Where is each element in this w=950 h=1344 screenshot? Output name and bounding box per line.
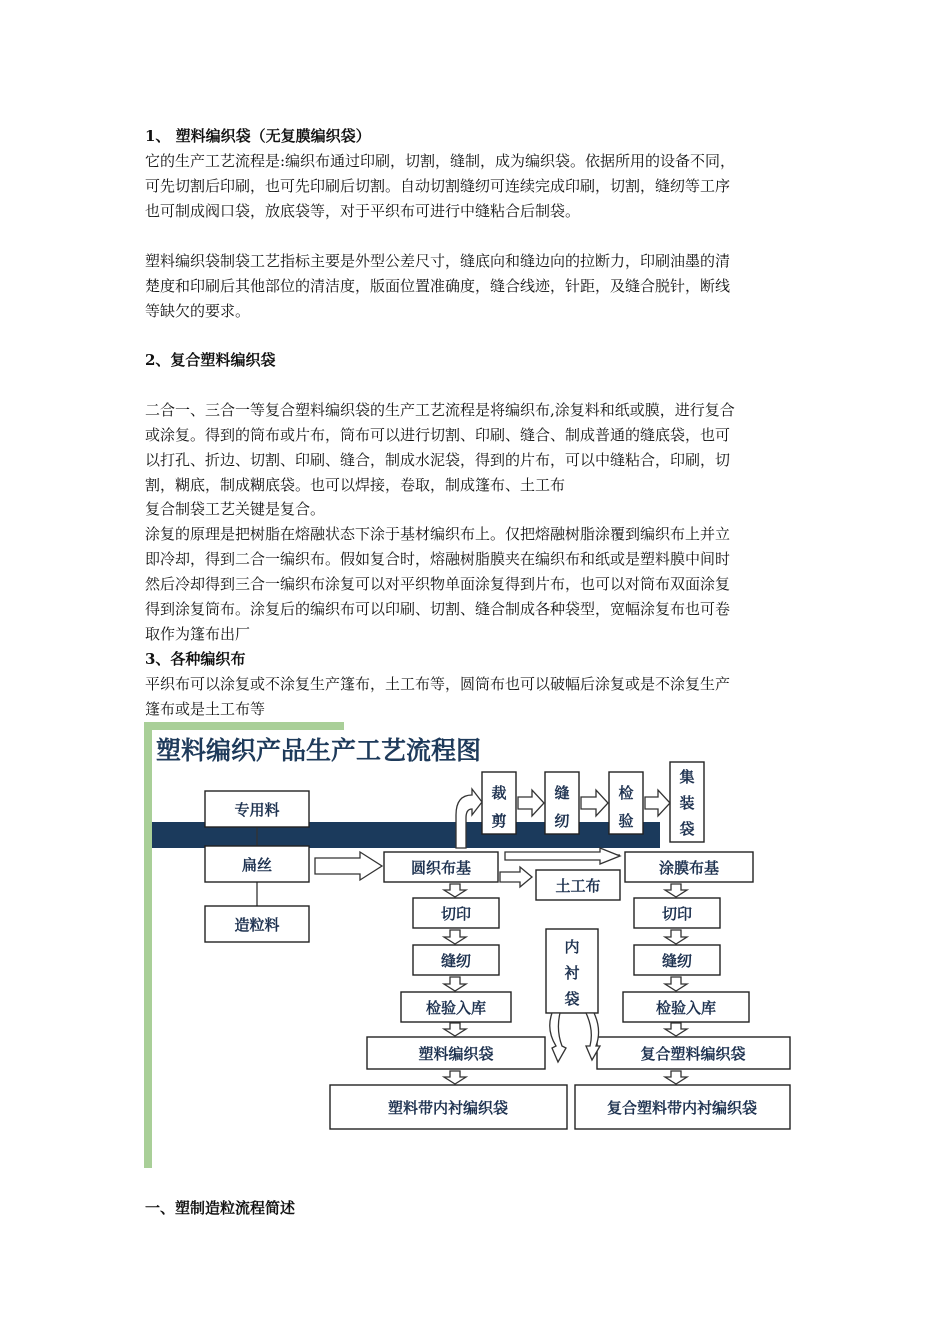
coated-cloth-label: 涂膜布基 (658, 859, 720, 877)
sewing-top-label: 缝 (554, 784, 570, 802)
cut-print-right-label: 切印 (661, 905, 693, 923)
section1-para2-line: 楚度和印刷后其他部位的清洁度，版面位置准确度，缝合线迹，针距，及缝合脱针，断线 (145, 277, 731, 295)
circular-cloth-label: 圆织布基 (410, 859, 472, 877)
section2-para1-line: 割，糊底，制成糊底袋。也可以焊接，卷取，制成篷布、土工布 (145, 476, 566, 494)
lined-plastic-bag-label: 塑料带内衬编织袋 (387, 1099, 509, 1117)
section1-heading: 1、 塑料编织袋（无复膜编织袋） (145, 127, 371, 145)
section1-para1-line: 可先切割后印刷，也可先印刷后切割。自动切割缝纫可连续完成印刷，切割，缝纫等工序 (145, 177, 731, 195)
inspect-left-label: 检验入库 (425, 999, 487, 1017)
geotextile-label: 土工布 (555, 877, 601, 895)
section1-para2-line: 塑料编织袋制袋工艺指标主要是外型公差尺寸，缝底向和缝边向的拉断力，印刷油墨的清 (145, 252, 731, 270)
sewing-top-label: 纫 (554, 812, 570, 830)
plastic-bag-label: 塑料编织袋 (418, 1045, 494, 1063)
arrow-liner-left (550, 1013, 566, 1062)
inspection-top-label: 检 (618, 784, 634, 802)
section2-para1-line: 或涂复。得到的筒布或片布，筒布可以进行切割、印刷、缝合、制成普通的缝底袋，也可 (145, 426, 731, 444)
section2-para3-line: 取作为篷布出厂 (145, 625, 251, 643)
section3-para1-line: 篷布或是土工布等 (145, 700, 266, 718)
section2-para2: 复合制袋工艺关键是复合。 (145, 500, 326, 518)
section2-heading: 2、复合塑料编织袋 (145, 351, 276, 369)
sew-left-label: 缝纫 (440, 952, 472, 970)
cutting-label: 剪 (491, 812, 507, 830)
section3-heading: 3、各种编织布 (145, 650, 246, 668)
arrow-inspect-to-bulk (645, 790, 670, 816)
cut-print-left-label: 切印 (440, 905, 472, 923)
cutting-label: 裁 (491, 784, 507, 802)
special-material-label: 专用料 (234, 801, 280, 819)
section1-para2-line: 等缺欠的要求。 (145, 302, 251, 320)
section1-para1-line: 也可制成阀口袋，放底袋等，对于平织布可进行中缝粘合后制袋。 (145, 202, 581, 220)
inspect-right-label: 检验入库 (655, 999, 717, 1017)
inner-liner-label: 衬 (564, 964, 580, 982)
section2-para3-line: 即冷却，得到二合一编织布。假如复合时，熔融树脂膜夹在编织布和纸或是塑料膜中间时 (145, 550, 731, 568)
arrow-yarn-to-circular (315, 852, 382, 880)
granulation-material-label: 造粒料 (234, 916, 280, 934)
section2-para3-line: 然后冷却得到三合一编织布涂复可以对平织物单面涂复得到片布，也可以对筒布双面涂复 (145, 575, 731, 593)
composite-bag-label: 复合塑料编织袋 (640, 1045, 746, 1063)
section2-para3-line: 涂复的原理是把树脂在熔融状态下涂于基材编织布上。仅把熔融树脂涂覆到编织布上并立 (145, 525, 731, 543)
arrow-cut-to-sew (518, 790, 544, 816)
footer-heading: 一、塑制造粒流程简述 (145, 1199, 296, 1217)
arrow-sew-to-inspect (581, 790, 608, 816)
section1-para1-line: 它的生产工艺流程是:编织布通过印刷，切割，缝制，成为编织袋。依据所用的设备不同， (145, 152, 736, 170)
section3-para1-line: 平织布可以涂复或不涂复生产篷布，土工布等，圆筒布也可以破幅后涂复或是不涂复生产 (145, 675, 731, 693)
section2-para1-line: 以打孔、折边、切割、印刷、缝合，制成水泥袋，得到的片布，可以中缝粘合，印刷，切 (145, 451, 731, 469)
section2-para1-line: 二合一、三合一等复合塑料编织袋的生产工艺流程是将编织布,涂复料和纸或膜，进行复合 (145, 401, 735, 419)
inner-liner-label: 内 (564, 938, 580, 956)
inner-liner-label: 袋 (564, 990, 580, 1008)
green-left-bar (144, 722, 152, 1168)
section2-para3-line: 得到涂复筒布。涂复后的编织布可以印刷、切割、缝合制成各种袋型，宽幅涂复布也可卷 (145, 600, 731, 618)
flat-yarn-label: 扁丝 (241, 856, 273, 874)
lined-composite-bag-label: 复合塑料带内衬编织袋 (606, 1099, 758, 1117)
sew-right-label: 缝纫 (661, 952, 693, 970)
bulk-bag-label: 集 (679, 768, 695, 786)
inspection-top-label: 验 (618, 812, 634, 830)
bulk-bag-label: 装 (679, 794, 695, 812)
arrow-to-geotextile (500, 867, 532, 887)
bulk-bag-label: 袋 (679, 820, 695, 838)
diagram-title: 塑料编织产品生产工艺流程图 (156, 736, 482, 765)
green-top-bar (144, 722, 344, 730)
